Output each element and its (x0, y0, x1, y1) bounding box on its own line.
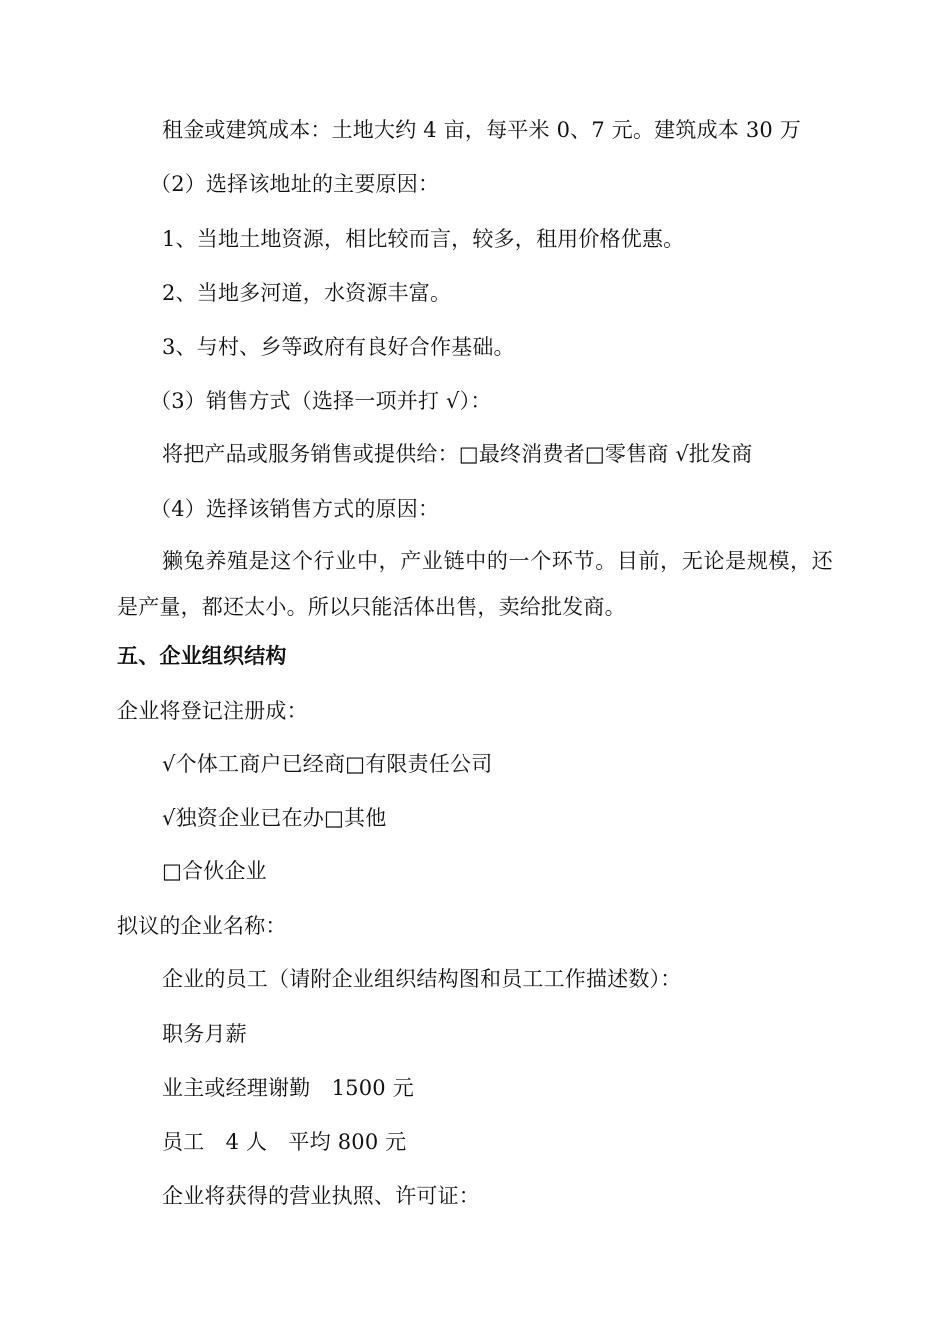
register-as-line: 企业将登记注册成： (117, 699, 308, 723)
sales-method-heading: （3）销售方式（选择一项并打 √）： (150, 389, 492, 413)
location-reason-heading: （2）选择该地址的主要原因： (150, 172, 440, 196)
rent-cost-line: 租金或建筑成本：土地大约 4 亩，每平米 0、7 元。建筑成本 30 万 (162, 118, 802, 142)
sales-method-choice: 将把产品或服务销售或提供给：□最终消费者□零售商 √批发商 (162, 442, 753, 466)
license-heading: 企业将获得的营业执照、许可证： (162, 1184, 480, 1208)
sales-reason-paragraph: 獭兔养殖是这个行业中，产业链中的一个环节。目前，无论是规模，还是产量，都还太小。所以只能活体出售，卖给批发商。 (117, 549, 833, 619)
location-reason-2: 2、当地多河道，水资源丰富。 (162, 281, 452, 305)
location-reason-3: 3、与村、乡等政府有良好合作基础。 (162, 335, 515, 359)
section-five-title: 五、企业组织结构 (117, 643, 287, 668)
proposed-name-line: 拟议的企业名称： (117, 914, 287, 938)
entity-option-row-1: √个体工商户已经商□有限责任公司 (162, 752, 493, 776)
sales-reason-heading: （4）选择该销售方式的原因： (150, 497, 440, 521)
staff-heading: 企业的员工（请附企业组织结构图和员工工作描述数）： (162, 967, 682, 991)
owner-salary-line: 业主或经理谢勤 1500 元 (162, 1076, 414, 1100)
location-reason-1: 1、当地土地资源，相比较而言，较多，租用价格优惠。 (162, 227, 685, 251)
salary-header: 职务月薪 (162, 1022, 247, 1046)
entity-option-row-2: √独资企业已在办□其他 (162, 806, 387, 830)
entity-option-row-3: □合伙企业 (162, 859, 267, 883)
staff-salary-line: 员工 4 人 平均 800 元 (162, 1130, 407, 1154)
